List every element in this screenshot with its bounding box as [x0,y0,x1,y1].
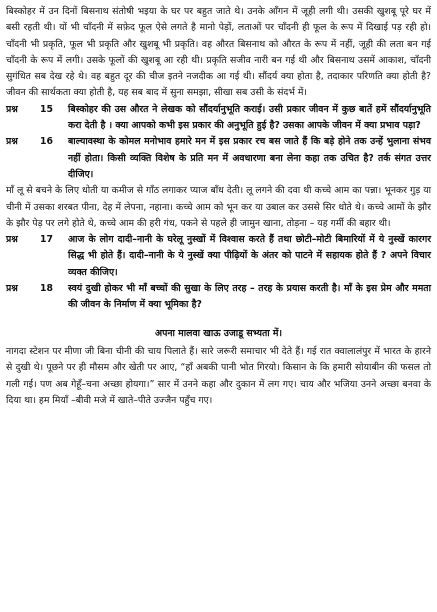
document-page [6,4,431,409]
paragraph-loo: माँ लू से बचने के लिए धोती या कमीज से गाँठ लगाकर प्याज बाँध देती। लू लगने की दवा थी कच्चे आम का पन्ना। भूनकर गुड़ या चीनी में उसका शरबत पीना, देह में लेपना, नहाना। कच्चे आम को भून कर या उबाल कर उससे सिर धोते थे। कच्चे आमों के झौर के झौर पेड़ पर लगे होते थे, कच्चे आम की हरी गंध, पकने से पहले ही जामुन खाना, तोड़ना – यह गर्मी की बहार थी। [6,185,431,229]
question-17 [6,232,431,281]
question-18 [6,281,431,314]
question-text: बिस्कोहर की उस औरत ने लेखक को सौंदर्यानुभूति कराई। उसी प्रकार जीवन में कुछ बातें हमें सौंदर्यानुभूति करा देती है । क्या आपको कभी इस प्रकार की अनुभूति हुई है? उसका आपके जीवन में क्या प्रभाव पड़ा? [68,103,431,132]
question-text: आज के लोग दादी–नानी के घरेलू नुस्खों में विश्वास करते हैं तथा छोटी–मोटी बिमारियों में ये नुस्खें कारगर सिद्ध भी होते हैं। दादी–नानी के ये नुस्खें क्या पीढ़ियों के अंतर को पाटने में सहायक होते हैं ? अपने विचार व्यक्त कीजिए। [68,234,431,278]
question-15 [6,102,431,135]
paragraph-nagda: नागदा स्टेशन पर मीणा जी बिना चीनी की चाय पिलाते हैं। सारे जरूरी समाचार भी देते हैं। गई रात क्वालालंपुर में भारत के हारने से दुखी थे। पूछने पर ही मौसम और खेती पर आए, “हाँ अबकी पानी भोत गिरयो। किसान के कि हमारी सोयाबीन की फसल तो गली गई। पण अब गेहूँ–चना अच्छा होयगा।” सार में उनने कहा और दुकान में लग गए। चाय और भजिया उनने अच्छा बनवा के दिया था। हम मियाँ –बीवी मजे में खाते–पीते उज्जैन पहुँच गए। [6,345,431,406]
question-number: 16 [40,136,53,148]
question-label: प्रश्न [6,283,18,295]
question-number: 17 [40,234,53,246]
question-label: प्रश्न [6,136,18,148]
question-label: प्रश्न [6,103,18,115]
paragraph-bishkohar: बिस्कोहर में उन दिनों बिसनाथ संतोषी भइया के घर पर बहुत जाते थे। उनके आँगन में जूही लगी थी। उसकी खुशबू पूरे घर में बसी रहती थी। यों भी चाँदनी में सफ़ेद फूल ऐसे लगते है मानो पेड़ों, लताओं पर चाँदनी ही फूल के रूप में दिखाई पड़ रही हो। चाँदनी भी प्रकृति, फूल भी प्रकृति और खुशबू भी प्रकृति। वह औरत बिसनाथ को औरत के रूप में नहीं, जूही की लता बन गई चाँदनी के रूप में लगी। उसके फूलों की खुशबू आ रही थी। प्रकृति सजीव नारी बन गई थी और बिसनाथ उसमें आकाश, चाँदनी सुगंधित सब देख रहे थे। वह बहुत दूर की चीज इतने नजदीक आ गई थी। सौंदर्य क्या होता है, तदाकार परिणति क्या होती है? जीवन की सार्थकता क्या होती है, यह सब बाद में सुना समझा, सीखा सब उसी के संदर्भ में। [6,6,431,99]
question-16 [6,134,431,183]
question-number: 18 [40,283,53,295]
question-text: स्वयं दुखी होकर भी माँ बच्चों की सुखा के लिए तरह – तरह के प्रयास करती है। माँ के इस प्रेम और ममता की जीवन के निर्माण में क्या भूमिका है? [68,283,431,311]
question-number: 15 [40,103,53,115]
section-heading: अपना मालवा खाऊ उजाडू सभ्यता में। [154,327,282,339]
question-label: प्रश्न [6,234,18,246]
question-text: बाल्यावस्था के कोमल मनोभाव हमारे मन में इस प्रकार रच बस जाते हैं कि बड़े होने तक उन्हें भुलाना संभव नहीं होता। किसी व्यक्ति विशेष के प्रति मन में अवधारणा बना लेना कहा तक उचित है? तर्क संगत उत्तर दीजिए। [68,136,431,180]
